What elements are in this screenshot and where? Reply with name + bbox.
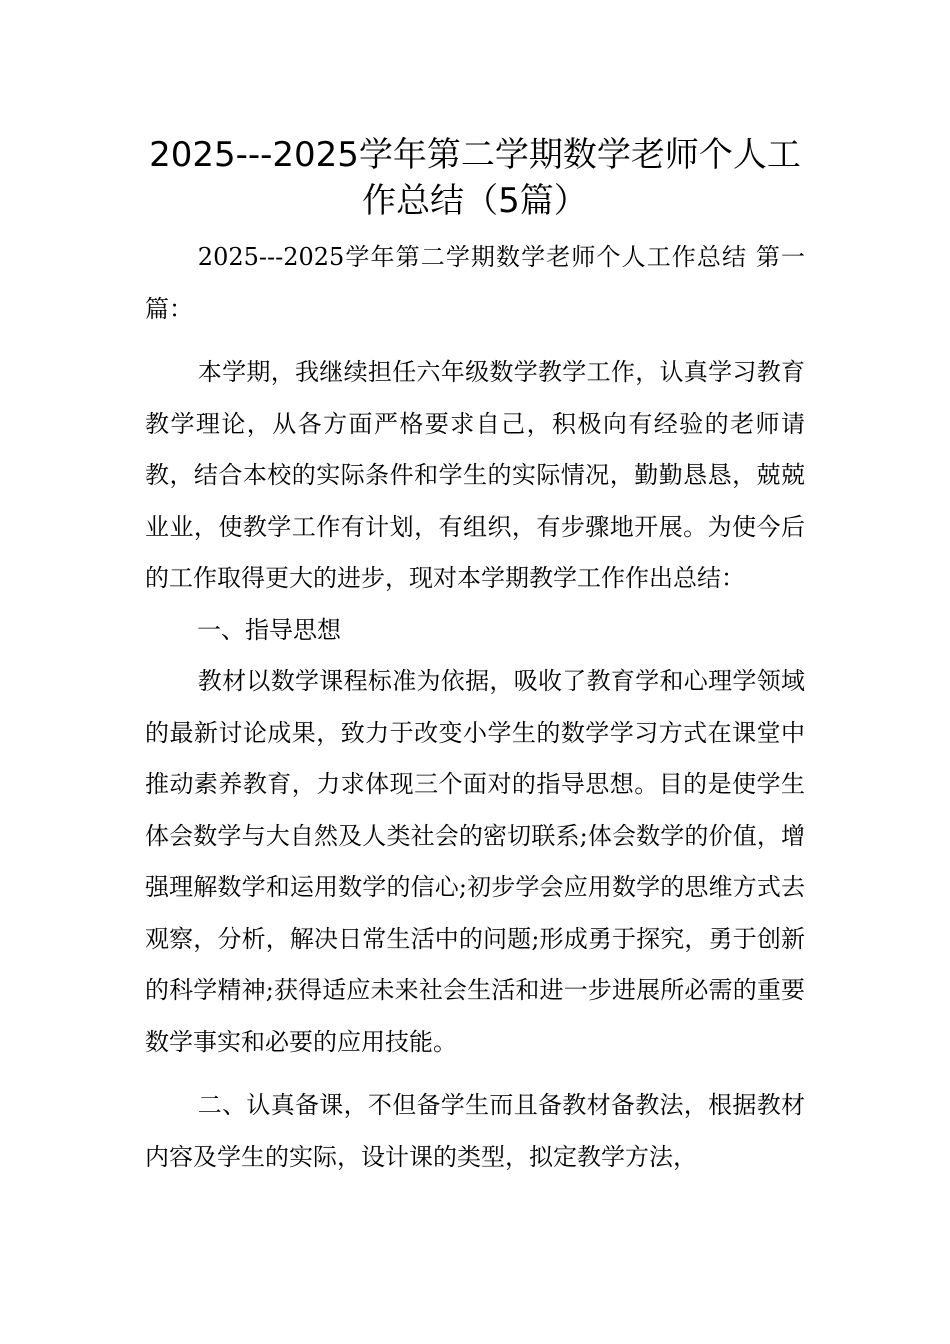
section-heading-guiding-ideology: 一、指导思想 bbox=[197, 615, 341, 644]
paragraph-lesson-preparation: 二、认真备课，不但备学生而且备教材备教法，根据教材内容及学生的实际，设计课的类型，拟定教学方法， bbox=[145, 1091, 805, 1171]
paragraph-gap bbox=[145, 1068, 805, 1080]
paragraph-intro: 本学期，我继续担任六年级数学教学工作，认真学习教育教学理论，从各方面严格要求自己，积极向有经验的老师请教，结合本校的实际条件和学生的实际情况，勤勤恳恳，兢兢业业，使教学工作有计划，有组织，有步骤地开展。为使今后的工作取得更大的进步，现对本学期教学工作作出总结： bbox=[145, 358, 805, 592]
document-title: 2025---2025学年第二学期数学老师个人工作总结（5篇） bbox=[149, 135, 801, 221]
document-page bbox=[145, 120, 805, 1183]
document-subtitle: 2025---2025学年第二学期数学老师个人工作总结 第一篇： bbox=[145, 243, 805, 323]
paragraph-gap bbox=[145, 335, 805, 347]
paragraph-guiding-ideology: 教材以数学课程标准为依据，吸收了教育学和心理学领域的最新讨论成果，致力于改变小学生的数学学习方式在课堂中推动素养教育，力求体现三个面对的指导思想。目的是使学生体会数学与大自然及人类社会的密切联系;体会数学的价值，增强理解数学和运用数学的信心;初步学会应用数学的思维方式去观察，分析，解决日常生活中的问题;形成勇于探究，勇于创新的科学精神;获得适应未来社会生活和进一步进展所必需的重要数学事实和必要的应用技能。 bbox=[145, 667, 805, 1056]
